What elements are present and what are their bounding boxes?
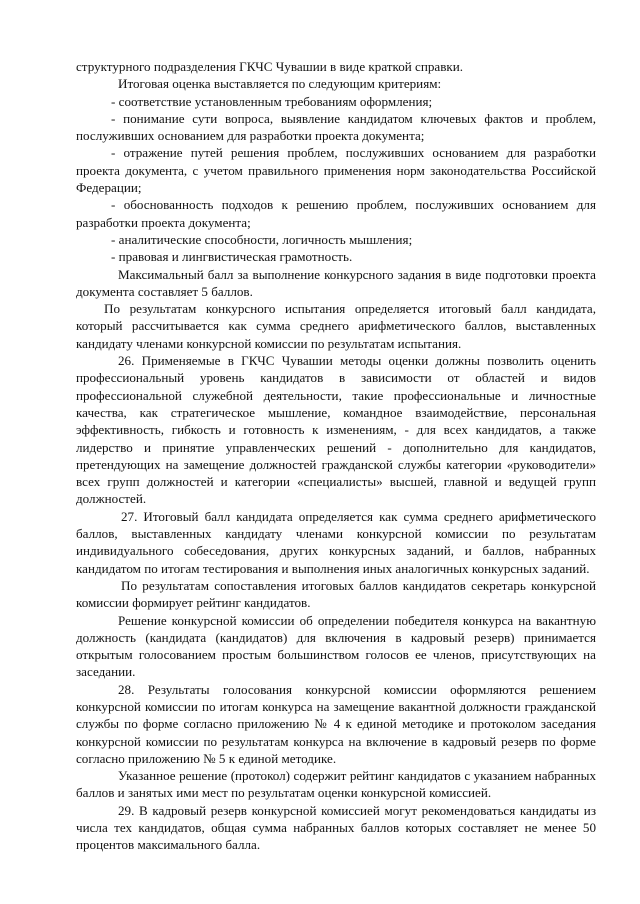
document-page	[76, 58, 596, 854]
criteria-item: - соответствие установленным требованиям оформления;	[111, 93, 433, 109]
criteria-item: - понимание сути вопроса, выявление кандидатом ключевых фактов и проблем, послуживших основанием для разработки проекта документа;	[76, 110, 596, 144]
criteria-item: - отражение путей решения проблем, послуживших основанием для разработки проекта документа, с учетом правильного применения норм законодательства Российской Федерации;	[76, 145, 596, 196]
paragraph-decision: Решение конкурсной комиссии об определении победителя конкурса на вакантную должность (кандидата (кандидатов) для включения в кадровый резерв) принимается открытым голосованием простым большинством голосов ее членов, присутствующих на заседании.	[76, 612, 596, 680]
paragraph-continuation: структурного подразделения ГКЧС Чувашии в виде краткой справки.	[76, 59, 464, 74]
criteria-item: - аналитические способности, логичность мышления;	[111, 231, 413, 247]
paragraph-clause-28: 28. Результаты голосования конкурсной комиссии оформляются решением конкурсной комиссии по итогам конкурса на замещение вакантной должности гражданской службы по форме согласно приложению № 4 к единой методике и протоколом заседания конкурсной комиссии по результатам конкурса на включение в кадровый резерв по форме согласно приложению № 5 к единой методике.	[76, 681, 596, 766]
criteria-item: - обоснованность подходов к решению проблем, послуживших основанием для разработки проекта документа;	[76, 197, 596, 230]
paragraph-clause-27: 27. Итоговый балл кандидата определяется как сумма среднего арифметического баллов, выставленных кандидату членами конкурсной комиссии по результатам индивидуального собеседования, других конкурсных заданий, и баллов, набранных кандидатом по итогам тестирования и выполнения иных аналогичных конкурсных заданий.	[76, 508, 596, 576]
paragraph-clause-26: 26. Применяемые в ГКЧС Чувашии методы оценки должны позволить оценить профессиональный уровень кандидатов в зависимости от областей и видов профессиональной служебной деятельности, такие профессиональные и личностные качества, как стратегическое мышление, командное взаимодействие, персональная эффективность, гибкость и готовность к изменениям, - для всех кандидатов, а также лидерство и принятие управленческих решений - дополнительно для кандидатов, претендующих на замещение должностей гражданской службы категории «руководители» всех групп должностей и категории «специалисты» высшей, главной и ведущей групп должностей.	[76, 353, 596, 507]
paragraph-rating: По результатам сопоставления итоговых баллов кандидатов секретарь конкурсной комиссии формирует рейтинг кандидатов.	[76, 577, 596, 611]
paragraph-final-score: По результатам конкурсного испытания определяется итоговый балл кандидата, который рассчитывается как сумма среднего арифметического баллов, выставленных кандидату членами конкурсной комиссии по результатам испытания.	[76, 301, 596, 351]
criteria-item: - правовая и лингвистическая грамотность.	[111, 249, 353, 265]
paragraph-max-score: Максимальный балл за выполнение конкурсного задания в виде подготовки проекта документа составляет 5 баллов.	[76, 266, 596, 299]
paragraph-protocol: Указанное решение (протокол) содержит рейтинг кандидатов с указанием набранных баллов и занятых ими мест по результатам оценки конкурсной комиссией.	[76, 768, 596, 801]
paragraph-criteria-intro: Итоговая оценка выставляется по следующим критериям:	[118, 76, 442, 92]
paragraph-clause-29: 29. В кадровый резерв конкурсной комиссией могут рекомендоваться кандидаты из числа тех кандидатов, общая сумма набранных баллов которых составляет не менее 50 процентов максимального балла.	[76, 802, 596, 853]
